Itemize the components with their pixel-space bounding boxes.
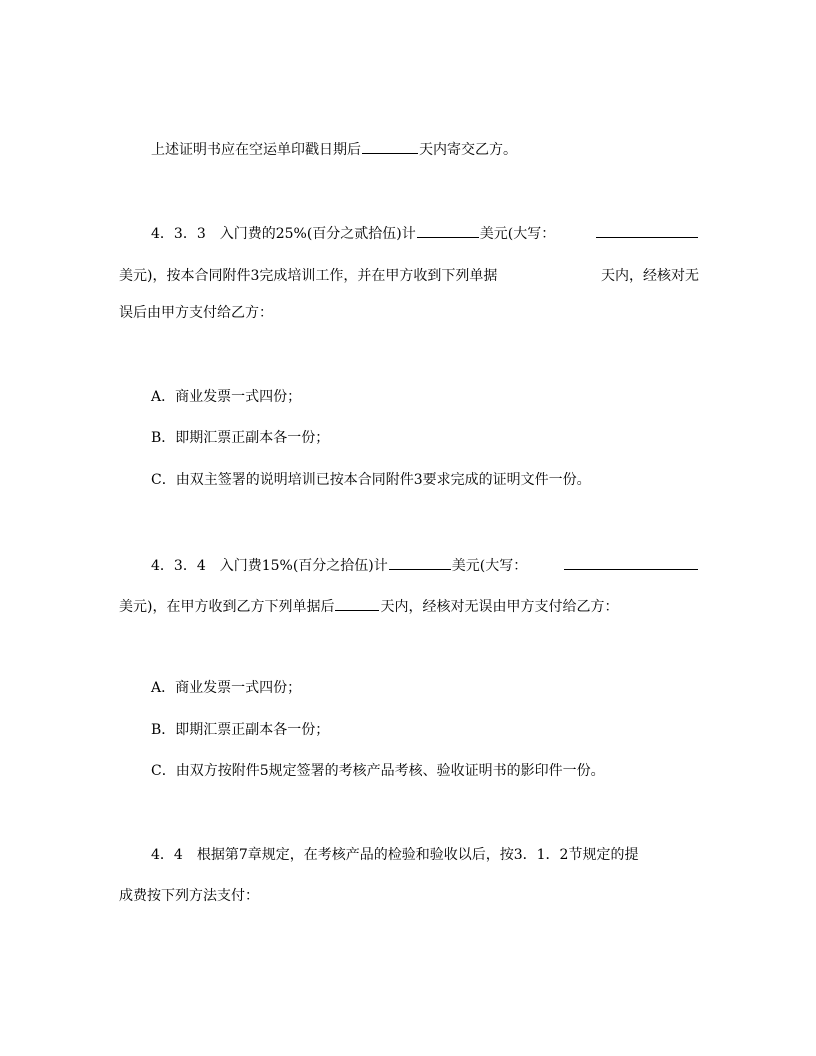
clause-4-3-4-text-2a: 美元)，在甲方收到乙方下列单据后: [119, 599, 335, 615]
clause-4-3-3-text-3: 误后由甲方支付给乙方：: [119, 305, 273, 321]
list-item-text: C．由双主签署的说明培训已按本合同附件3要求完成的证明文件一份。: [151, 472, 591, 488]
clause-4-3-4-line-2: [119, 594, 699, 616]
list-item-text: B．即期汇票正副本各一份；: [151, 722, 330, 738]
amount-blank: [417, 221, 479, 238]
amount-blank: [389, 553, 451, 570]
list-item: [151, 427, 699, 449]
list-item: [151, 719, 699, 741]
list-item: [151, 469, 699, 491]
days-blank: [335, 594, 379, 611]
clause-4-4-text-2: 成费按下列方法支付：: [119, 888, 259, 904]
clause-4-3-4-line-1: [151, 553, 699, 575]
clause-4-3-3-line-2: [119, 265, 699, 287]
list-item-text: A．商业发票一式四份；: [151, 389, 302, 405]
list-item: [151, 760, 699, 782]
clause-4-3-3-heading: 4．3．3 入门费的25%(百分之贰拾伍)计: [151, 226, 416, 242]
list-item: [151, 677, 699, 699]
list-item: [151, 386, 699, 408]
days-blank: [362, 137, 418, 154]
clause-4-3-3-text-2a: 美元)，按本合同附件3完成培训工作，并在甲方收到下列单据: [119, 268, 498, 284]
list-item-text: C．由双方按附件5规定签署的考核产品考核、验收证明书的影印件一份。: [151, 763, 605, 779]
certificate-deadline-text: 上述证明书应在空运单印戳日期后: [151, 142, 361, 158]
list-item-text: B．即期汇票正副本各一份；: [151, 430, 330, 446]
usd-capital-label: 美元(大写：: [451, 558, 528, 574]
certificate-deadline-line: [151, 137, 699, 159]
capital-amount-blank: [564, 553, 698, 570]
clause-4-3-3-line-1: [151, 221, 699, 243]
capital-amount-blank: [596, 221, 698, 238]
clause-4-3-3-text-2b: 天内，经核对无: [601, 268, 699, 284]
clause-4-3-3-line-3: [119, 302, 699, 324]
certificate-deadline-suffix: 天内寄交乙方。: [419, 142, 517, 158]
clause-4-4-line-1: [151, 844, 699, 866]
clause-4-4-text-1: 4．4 根据第7章规定，在考核产品的检验和验收以后，按3．1．2节规定的提: [151, 847, 639, 863]
usd-capital-label: 美元(大写：: [479, 226, 556, 242]
clause-4-3-4-text-2b: 天内，经核对无误由甲方支付给乙方：: [380, 599, 619, 615]
list-item-text: A．商业发票一式四份；: [151, 680, 302, 696]
clause-4-3-4-heading: 4．3．4 入门费15%(百分之拾伍)计: [151, 558, 388, 574]
clause-4-4-line-2: [119, 885, 699, 907]
